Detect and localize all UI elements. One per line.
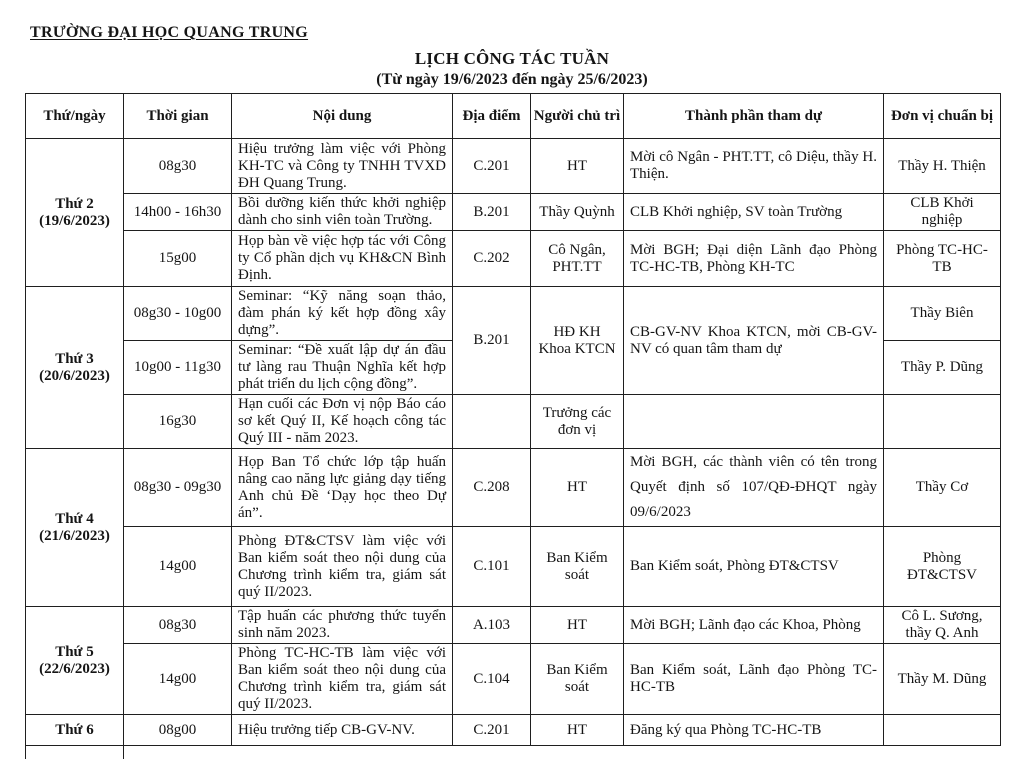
participants-cell: Đăng ký qua Phòng TC-HC-TB <box>624 715 884 746</box>
time-cell: 08g30 <box>124 139 232 194</box>
prep-cell: Thầy Biên <box>884 287 1001 341</box>
cutoff-cell-border-stub <box>25 746 124 759</box>
day-label: Thứ 2 <box>55 195 94 212</box>
table-row <box>26 715 1001 746</box>
place-cell: A.103 <box>453 607 531 644</box>
place-cell <box>453 395 531 449</box>
day-date: (19/6/2023) <box>39 212 110 229</box>
time-cell: 14g00 <box>124 527 232 607</box>
chair-cell: HT <box>531 139 624 194</box>
chair-cell: Trưởng các đơn vị <box>531 395 624 449</box>
day-label: Thứ 6 <box>55 721 94 738</box>
day-date: (22/6/2023) <box>39 660 110 677</box>
schedule-subtitle: (Từ ngày 19/6/2023 đến ngày 25/6/2023) <box>376 71 648 88</box>
table-row <box>26 231 1001 287</box>
participants-cell: Ban Kiểm soát, Phòng ĐT&CTSV <box>624 527 884 607</box>
content-cell: Hiệu trưởng làm việc với Phòng KH-TC và Công ty TNHH TVXD ĐH Quang Trung. <box>232 139 453 194</box>
content-cell: Hạn cuối các Đơn vị nộp Báo cáo sơ kết Quý II, Kế hoạch công tác Quý III - năm 2023. <box>232 395 453 449</box>
participants-cell: CLB Khởi nghiệp, SV toàn Trường <box>624 194 884 231</box>
content-cell: Seminar: “Kỹ năng soạn thảo, đàm phán ký kết hợp đồng xây dựng”. <box>232 287 453 341</box>
title-block <box>0 49 1024 89</box>
day-cell-mon <box>26 139 124 287</box>
schedule-title: LỊCH CÔNG TÁC TUẦN <box>414 49 610 68</box>
column-header-prep: Đơn vị chuẩn bị <box>884 94 1001 139</box>
table-row <box>26 395 1001 449</box>
content-cell: Họp bàn về việc hợp tác với Công ty Cổ phần dịch vụ KH&CN Bình Định. <box>232 231 453 287</box>
prep-cell <box>884 715 1001 746</box>
content-cell: Hiệu trưởng tiếp CB-GV-NV. <box>232 715 453 746</box>
chair-cell: Cô Ngân, PHT.TT <box>531 231 624 287</box>
place-cell: C.201 <box>453 715 531 746</box>
participants-cell: Mời BGH; Lãnh đạo các Khoa, Phòng <box>624 607 884 644</box>
content-cell: Seminar: “Đề xuất lập dự án đầu tư làng rau Thuận Nghĩa kết hợp phát triển du lịch cộng đồng”. <box>232 341 453 395</box>
column-header-time: Thời gian <box>124 94 232 139</box>
prep-cell: Thầy Cơ <box>884 449 1001 527</box>
prep-cell: Thầy P. Dũng <box>884 341 1001 395</box>
table-row <box>26 139 1001 194</box>
chair-cell: HT <box>531 715 624 746</box>
time-cell: 14h00 - 16h30 <box>124 194 232 231</box>
day-cell-fri <box>26 715 124 746</box>
column-header-participants: Thành phần tham dự <box>624 94 884 139</box>
day-date: (20/6/2023) <box>39 367 110 384</box>
chair-cell: HT <box>531 607 624 644</box>
time-cell: 08g30 <box>124 607 232 644</box>
day-cell-thu <box>26 607 124 715</box>
org-name: TRƯỜNG ĐẠI HỌC QUANG TRUNG <box>30 24 309 41</box>
content-cell: Phòng TC-HC-TB làm việc với Ban kiểm soát theo nội dung của Chương trình kiểm tra, giám sát quý II/2023. <box>232 644 453 715</box>
chair-cell: HĐ KH Khoa KTCN <box>531 287 624 395</box>
chair-cell: Ban Kiểm soát <box>531 644 624 715</box>
time-cell: 08g30 - 09g30 <box>124 449 232 527</box>
participants-cell: Ban Kiểm soát, Lãnh đạo Phòng TC-HC-TB <box>624 644 884 715</box>
participants-cell: Mời BGH, các thành viên có tên trong Quyết định số 107/QĐ-ĐHQT ngày 09/6/2023 <box>624 449 884 527</box>
content-cell: Phòng ĐT&CTSV làm việc với Ban kiểm soát theo nội dung của Chương trình kiểm tra, giám sát quý II/2023. <box>232 527 453 607</box>
day-date: (21/6/2023) <box>39 527 110 544</box>
time-cell: 14g00 <box>124 644 232 715</box>
content-cell: Họp Ban Tổ chức lớp tập huấn nâng cao năng lực giảng dạy tiếng Anh chủ Đề ‘Dạy học theo Dự án”. <box>232 449 453 527</box>
content-cell: Bồi dưỡng kiến thức khởi nghiệp dành cho sinh viên toàn Trường. <box>232 194 453 231</box>
day-cell-tue <box>26 287 124 449</box>
prep-cell: Cô L. Sương, thầy Q. Anh <box>884 607 1001 644</box>
prep-cell: Phòng ĐT&CTSV <box>884 527 1001 607</box>
place-cell: C.208 <box>453 449 531 527</box>
prep-cell: Thầy H. Thiện <box>884 139 1001 194</box>
column-header-content: Nội dung <box>232 94 453 139</box>
column-header-place: Địa điểm <box>453 94 531 139</box>
participants-cell <box>624 395 884 449</box>
participants-cell: CB-GV-NV Khoa KTCN, mời CB-GV-NV có quan tâm tham dự <box>624 287 884 395</box>
column-header-day: Thứ/ngày <box>26 94 124 139</box>
time-cell: 15g00 <box>124 231 232 287</box>
schedule-table <box>25 93 1001 746</box>
prep-cell <box>884 395 1001 449</box>
chair-cell: HT <box>531 449 624 527</box>
participants-cell: Mời cô Ngân - PHT.TT, cô Diệu, thầy H. Thiện. <box>624 139 884 194</box>
schedule-table-wrap <box>25 93 1000 759</box>
place-cell: C.101 <box>453 527 531 607</box>
place-cell: B.201 <box>453 287 531 395</box>
participants-cell: Mời BGH; Đại diện Lãnh đạo Phòng TC-HC-TB, Phòng KH-TC <box>624 231 884 287</box>
table-row <box>26 449 1001 527</box>
table-row <box>26 194 1001 231</box>
table-header-row <box>26 94 1001 139</box>
table-row <box>26 287 1001 341</box>
prep-cell: Thầy M. Dũng <box>884 644 1001 715</box>
day-label: Thứ 5 <box>55 643 94 660</box>
table-row <box>26 644 1001 715</box>
day-cell-wed <box>26 449 124 607</box>
table-row <box>26 527 1001 607</box>
time-cell: 08g00 <box>124 715 232 746</box>
place-cell: B.201 <box>453 194 531 231</box>
content-cell: Tập huấn các phương thức tuyển sinh năm 2023. <box>232 607 453 644</box>
time-cell: 16g30 <box>124 395 232 449</box>
table-row <box>26 607 1001 644</box>
chair-cell: Ban Kiểm soát <box>531 527 624 607</box>
place-cell: C.201 <box>453 139 531 194</box>
prep-cell: CLB Khởi nghiệp <box>884 194 1001 231</box>
time-cell: 08g30 - 10g00 <box>124 287 232 341</box>
chair-cell: Thầy Quỳnh <box>531 194 624 231</box>
place-cell: C.104 <box>453 644 531 715</box>
day-label: Thứ 4 <box>55 510 94 527</box>
time-cell: 10g00 - 11g30 <box>124 341 232 395</box>
prep-cell: Phòng TC-HC-TB <box>884 231 1001 287</box>
place-cell: C.202 <box>453 231 531 287</box>
day-label: Thứ 3 <box>55 350 94 367</box>
column-header-chair: Người chủ trì <box>531 94 624 139</box>
